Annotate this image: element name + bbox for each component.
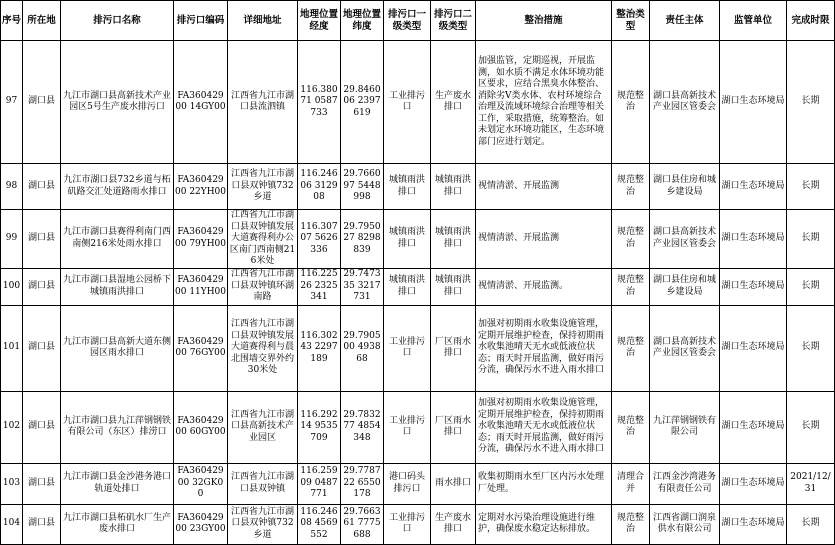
latitude-cell: 29.795027 8298839 bbox=[341, 210, 384, 269]
measures-cell: 视情清淤、开展监测。 bbox=[476, 268, 612, 305]
header-supervisor: 监管单位 bbox=[720, 1, 787, 41]
address-cell: 江西省九江市湖口县流泗镇 bbox=[228, 41, 298, 164]
outfall-code-cell: FA36042900 23GY00 bbox=[174, 504, 228, 544]
address-cell: 江西省九江市湖口县双钟镇环湖南路 bbox=[228, 268, 298, 305]
location-cell: 湖口县 bbox=[23, 463, 61, 504]
longitude-cell: 116.30707 5626336 bbox=[298, 210, 341, 269]
latitude-cell: 29.790500 493868 bbox=[341, 305, 384, 391]
responsible-party-cell: 湖口县高新技术产业园区管委会 bbox=[650, 210, 720, 269]
type-1-cell: 港口码头排污口 bbox=[384, 463, 431, 504]
type-2-cell: 城镇雨洪排口 bbox=[431, 164, 476, 210]
measures-cell: 加强对初期雨水收集设施管理，定期开展维护检查，保持初期雨水收集池晴天无水或低液位状态；雨天时开展监测，做好雨污分流，确保污水不进入雨水排口 bbox=[476, 305, 612, 391]
outfall-code-cell: FA36042900 11YH00 bbox=[174, 268, 228, 305]
table-row bbox=[1, 305, 835, 391]
header-longitude: 地理位置经度 bbox=[298, 1, 341, 41]
outfall-code-cell: FA36042900 76GY00 bbox=[174, 305, 228, 391]
table-header-row bbox=[1, 1, 835, 41]
deadline-cell: 长期 bbox=[787, 305, 835, 391]
location-cell: 湖口县 bbox=[23, 210, 61, 269]
longitude-cell: 116.30243 2297189 bbox=[298, 305, 341, 391]
responsible-party-cell: 湖口县住房和城乡建设局 bbox=[650, 268, 720, 305]
seq-cell: 98 bbox=[1, 164, 23, 210]
header-outfall-name: 排污口名称 bbox=[61, 1, 174, 41]
longitude-cell: 116.38071 0587733 bbox=[298, 41, 341, 164]
location-cell: 湖口县 bbox=[23, 164, 61, 210]
supervisor-cell: 湖口生态环境局 bbox=[720, 305, 787, 391]
latitude-cell: 29.747335 3217731 bbox=[341, 268, 384, 305]
type-1-cell: 工业排污口 bbox=[384, 41, 431, 164]
outfall-name-cell: 九江市湖口县高新技术产业园区5号生产废水排污口 bbox=[61, 41, 174, 164]
measures-cell: 加强监管，定期巡视，开展监测，如水质不满足水体环境功能区要求，应结合黑臭水体整治、消除劣V类水体、农村环境综合治理及流域环境综合治理等相关工作，采取措施，统筹整治。如未划定水环境功能区，生态环境部门应进行划定。 bbox=[476, 41, 612, 164]
deadline-cell: 长期 bbox=[787, 164, 835, 210]
type-2-cell: 城镇雨洪排口 bbox=[431, 210, 476, 269]
seq-cell: 104 bbox=[1, 504, 23, 544]
type-2-cell: 生产废水排口 bbox=[431, 41, 476, 164]
table-row bbox=[1, 210, 835, 269]
location-cell: 湖口县 bbox=[23, 41, 61, 164]
type-1-cell: 城镇雨洪排口 bbox=[384, 164, 431, 210]
remediation-type-cell: 规范整治 bbox=[612, 164, 650, 210]
seq-cell: 103 bbox=[1, 463, 23, 504]
header-type-1: 排污口一级类型 bbox=[384, 1, 431, 41]
responsible-party-cell: 湖口县高新技术产业园区管委会 bbox=[650, 41, 720, 164]
type-2-cell: 雨水排口 bbox=[431, 463, 476, 504]
supervisor-cell: 湖口生态环境局 bbox=[720, 164, 787, 210]
header-location: 所在地 bbox=[23, 1, 61, 41]
address-cell: 江西省九江市湖口县双钟镇发展大道赛得利与晨北围墙交界外约30米处 bbox=[228, 305, 298, 391]
outfall-name-cell: 九江市湖口县湿地公园桥下城镇雨洪排口 bbox=[61, 268, 174, 305]
deadline-cell: 长期 bbox=[787, 504, 835, 544]
measures-cell: 定期对水污染治理设施进行维护，确保废水稳定达标排放。 bbox=[476, 504, 612, 544]
table-row bbox=[1, 391, 835, 463]
measures-cell: 视情清淤、开展监测 bbox=[476, 164, 612, 210]
header-type-2: 排污口二级类型 bbox=[431, 1, 476, 41]
type-2-cell: 城镇雨洪排口 bbox=[431, 268, 476, 305]
longitude-cell: 116.24608 4569552 bbox=[298, 504, 341, 544]
type-1-cell: 工业排污口 bbox=[384, 305, 431, 391]
type-2-cell: 厂区雨水排口 bbox=[431, 305, 476, 391]
remediation-type-cell: 规范整治 bbox=[612, 41, 650, 164]
responsible-party-cell: 湖口县住房和城乡建设局 bbox=[650, 164, 720, 210]
seq-cell: 100 bbox=[1, 268, 23, 305]
table-row bbox=[1, 268, 835, 305]
outfall-name-cell: 九江市湖口县732乡道与柘矶路交汇处道路雨水排口 bbox=[61, 164, 174, 210]
outfall-code-cell: FA36042900 79YH00 bbox=[174, 210, 228, 269]
outfall-name-cell: 九江市湖口县金沙港务港口轨道处排口 bbox=[61, 463, 174, 504]
supervisor-cell: 湖口生态环境局 bbox=[720, 210, 787, 269]
supervisor-cell: 湖口生态环境局 bbox=[720, 391, 787, 463]
responsible-party-cell: 九江萍钢钢铁有限公司 bbox=[650, 391, 720, 463]
address-cell: 江西省九江市湖口县双钟镇732乡道 bbox=[228, 164, 298, 210]
supervisor-cell: 湖口生态环境局 bbox=[720, 268, 787, 305]
outfall-code-cell: FA36042900 32GK00 bbox=[174, 463, 228, 504]
type-1-cell: 城镇雨洪排口 bbox=[384, 210, 431, 269]
outfall-code-cell: FA36042900 22YH00 bbox=[174, 164, 228, 210]
latitude-cell: 29.766361 7775688 bbox=[341, 504, 384, 544]
address-cell: 江西省九江市湖口县双钟镇732乡道 bbox=[228, 504, 298, 544]
outfall-code-cell: FA36042900 60GY00 bbox=[174, 391, 228, 463]
longitude-cell: 116.24606 312908 bbox=[298, 164, 341, 210]
supervisor-cell: 湖口生态环境局 bbox=[720, 41, 787, 164]
type-2-cell: 生产废水排口 bbox=[431, 504, 476, 544]
responsible-party-cell: 江西金沙湾港务有限责任公司 bbox=[650, 463, 720, 504]
seq-cell: 99 bbox=[1, 210, 23, 269]
supervisor-cell: 湖口生态环境局 bbox=[720, 504, 787, 544]
seq-cell: 101 bbox=[1, 305, 23, 391]
outfall-name-cell: 九江市湖口县高新大道东侧园区雨水排口 bbox=[61, 305, 174, 391]
header-outfall-code: 排污口编码 bbox=[174, 1, 228, 41]
deadline-cell: 长期 bbox=[787, 210, 835, 269]
latitude-cell: 29.778722 6550178 bbox=[341, 463, 384, 504]
type-1-cell: 工业排污口 bbox=[384, 391, 431, 463]
outfall-code-cell: FA36042900 14GY00 bbox=[174, 41, 228, 164]
remediation-type-cell: 规范整治 bbox=[612, 504, 650, 544]
location-cell: 湖口县 bbox=[23, 504, 61, 544]
deadline-cell: 长期 bbox=[787, 391, 835, 463]
responsible-party-cell: 湖口县高新技术产业园区管委会 bbox=[650, 305, 720, 391]
remediation-type-cell: 清理合并 bbox=[612, 463, 650, 504]
longitude-cell: 116.25909 0487771 bbox=[298, 463, 341, 504]
latitude-cell: 29.783277 4854348 bbox=[341, 391, 384, 463]
location-cell: 湖口县 bbox=[23, 305, 61, 391]
outfall-name-cell: 九江市湖口县九江萍钢钢铁有限公司（东区）排涝口 bbox=[61, 391, 174, 463]
type-1-cell: 工业排污口 bbox=[384, 504, 431, 544]
table-row bbox=[1, 504, 835, 544]
type-2-cell: 厂区雨水排口 bbox=[431, 391, 476, 463]
measures-cell: 加强对初期雨水收集设施管理，定期开展维护检查，保持初期雨水收集池晴天无水或低液位状态；雨天时开展监测，做好雨污分流，确保污水不进入雨水排口 bbox=[476, 391, 612, 463]
header-remediation-type: 整治类型 bbox=[612, 1, 650, 41]
latitude-cell: 29.766097 5448998 bbox=[341, 164, 384, 210]
table-row bbox=[1, 41, 835, 164]
header-measures: 整治措施 bbox=[476, 1, 612, 41]
measures-cell: 视情清淤、开展监测 bbox=[476, 210, 612, 269]
supervisor-cell: 湖口生态环境局 bbox=[720, 463, 787, 504]
remediation-type-cell: 规范整治 bbox=[612, 268, 650, 305]
location-cell: 湖口县 bbox=[23, 268, 61, 305]
responsible-party-cell: 江西省湖口润泉供水有限公司 bbox=[650, 504, 720, 544]
outfall-name-cell: 九江市湖口县柘矶水厂生产废水排口 bbox=[61, 504, 174, 544]
header-address: 详细地址 bbox=[228, 1, 298, 41]
remediation-type-cell: 规范整治 bbox=[612, 391, 650, 463]
location-cell: 湖口县 bbox=[23, 391, 61, 463]
address-cell: 江西省九江市湖口县双钟镇 bbox=[228, 463, 298, 504]
outfall-name-cell: 九江市湖口县赛得利南门西南侧216米处雨水排口 bbox=[61, 210, 174, 269]
deadline-cell: 长期 bbox=[787, 268, 835, 305]
header-latitude: 地理位置纬度 bbox=[341, 1, 384, 41]
type-1-cell: 城镇雨洪排口 bbox=[384, 268, 431, 305]
table-row bbox=[1, 463, 835, 504]
seq-cell: 97 bbox=[1, 41, 23, 164]
header-seq: 序号 bbox=[1, 1, 23, 41]
latitude-cell: 29.846006 2397619 bbox=[341, 41, 384, 164]
deadline-cell: 2021/12/31 bbox=[787, 463, 835, 504]
remediation-type-cell: 规范整治 bbox=[612, 210, 650, 269]
measures-cell: 收集初期雨水至厂区内污水处理厂处理。 bbox=[476, 463, 612, 504]
header-deadline: 完成时限 bbox=[787, 1, 835, 41]
address-cell: 江西省九江市湖口县高新技术产业园区 bbox=[228, 391, 298, 463]
remediation-type-cell: 规范整治 bbox=[612, 305, 650, 391]
table-row bbox=[1, 164, 835, 210]
header-responsible-party: 责任主体 bbox=[650, 1, 720, 41]
deadline-cell: 长期 bbox=[787, 41, 835, 164]
longitude-cell: 116.29214 9535709 bbox=[298, 391, 341, 463]
longitude-cell: 116.22526 2325341 bbox=[298, 268, 341, 305]
address-cell: 江西省九江市湖口县双钟镇发展大道赛得利办公区南门西南侧216米处 bbox=[228, 210, 298, 269]
seq-cell: 102 bbox=[1, 391, 23, 463]
